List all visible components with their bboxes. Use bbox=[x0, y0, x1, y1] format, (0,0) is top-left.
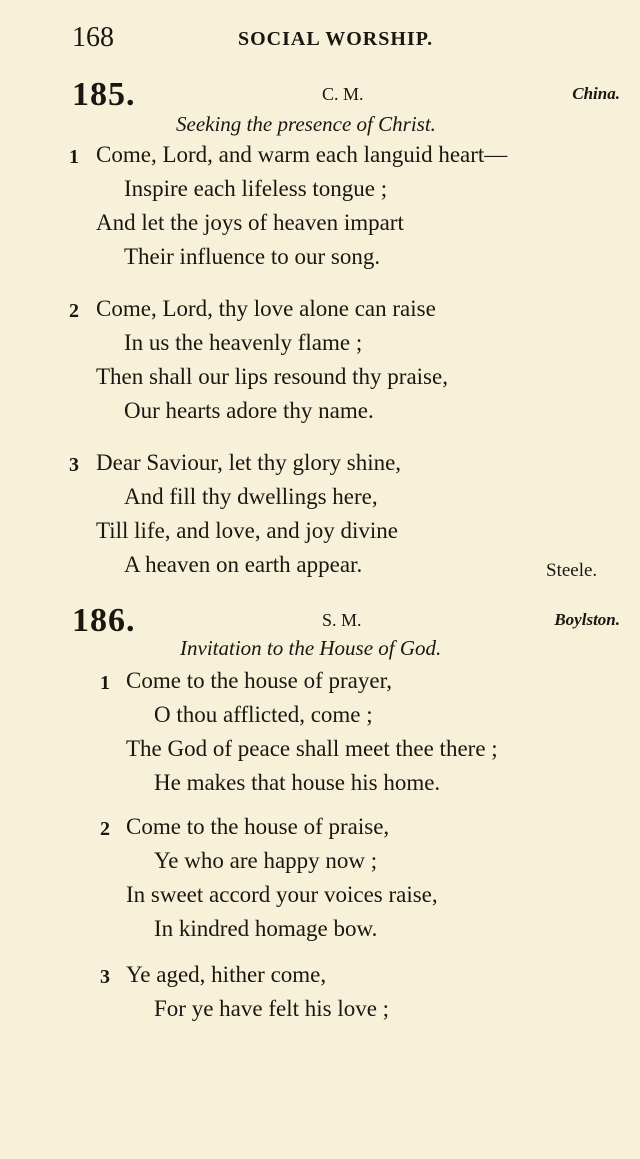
verse-line: O thou afflicted, come ; bbox=[154, 702, 373, 727]
verse-line: In sweet accord your voices raise, bbox=[126, 882, 438, 907]
verse-line: Then shall our lips resound thy praise, bbox=[96, 364, 448, 389]
verse-number: 1 bbox=[69, 146, 79, 168]
verse-line: Dear Saviour, let thy glory shine, bbox=[96, 450, 402, 475]
verse-number: 3 bbox=[100, 966, 110, 988]
running-title: SOCIAL WORSHIP. bbox=[238, 28, 434, 50]
page-number: 168 bbox=[72, 22, 114, 53]
tune-name: China. bbox=[572, 84, 620, 103]
page-header bbox=[72, 22, 470, 56]
hymn-meter: C. M. bbox=[322, 84, 364, 104]
verse-number: 1 bbox=[100, 672, 110, 694]
verse-line: For ye have felt his love ; bbox=[154, 996, 390, 1021]
verse-line: And let the joys of heaven impart bbox=[96, 210, 404, 235]
verse-line: Our hearts adore thy name. bbox=[124, 398, 374, 423]
verse-line: Come to the house of prayer, bbox=[126, 668, 393, 693]
verse-line: Ye aged, hither come, bbox=[126, 962, 327, 987]
verse-number: 2 bbox=[100, 818, 110, 840]
verse-line: The God of peace shall meet thee there ; bbox=[126, 736, 498, 761]
hymn-185-heading bbox=[72, 76, 620, 112]
verse-number: 3 bbox=[69, 454, 79, 476]
verse-line: In kindred homage bow. bbox=[154, 916, 378, 941]
tune-name: Boylston. bbox=[554, 610, 620, 629]
verse-line: In us the heavenly flame ; bbox=[124, 330, 363, 355]
hymn-meter: S. M. bbox=[322, 610, 362, 630]
verse-line: Come, Lord, and warm each languid heart— bbox=[96, 142, 508, 167]
hymn-subtitle: Seeking the presence of Christ. bbox=[176, 112, 436, 136]
hymn-number: 186. bbox=[72, 602, 136, 639]
verse-line: Till life, and love, and joy divine bbox=[96, 518, 398, 543]
verse-number: 2 bbox=[69, 300, 79, 322]
verse-line: Come, Lord, thy love alone can raise bbox=[96, 296, 436, 321]
hymn-number: 185. bbox=[72, 76, 136, 113]
verse-line: Their influence to our song. bbox=[124, 244, 381, 269]
verse-line: And fill thy dwellings here, bbox=[124, 484, 378, 509]
verse-line: Come to the house of praise, bbox=[126, 814, 390, 839]
verse-line: He makes that house his home. bbox=[154, 770, 441, 795]
verse-line: Inspire each lifeless tongue ; bbox=[124, 176, 388, 201]
author-attribution: Steele. bbox=[546, 560, 598, 581]
hymn-subtitle: Invitation to the House of God. bbox=[180, 636, 442, 660]
verse-line: Ye who are happy now ; bbox=[154, 848, 378, 873]
verse-line: A heaven on earth appear. bbox=[124, 552, 363, 577]
hymn-186-heading bbox=[72, 602, 620, 638]
